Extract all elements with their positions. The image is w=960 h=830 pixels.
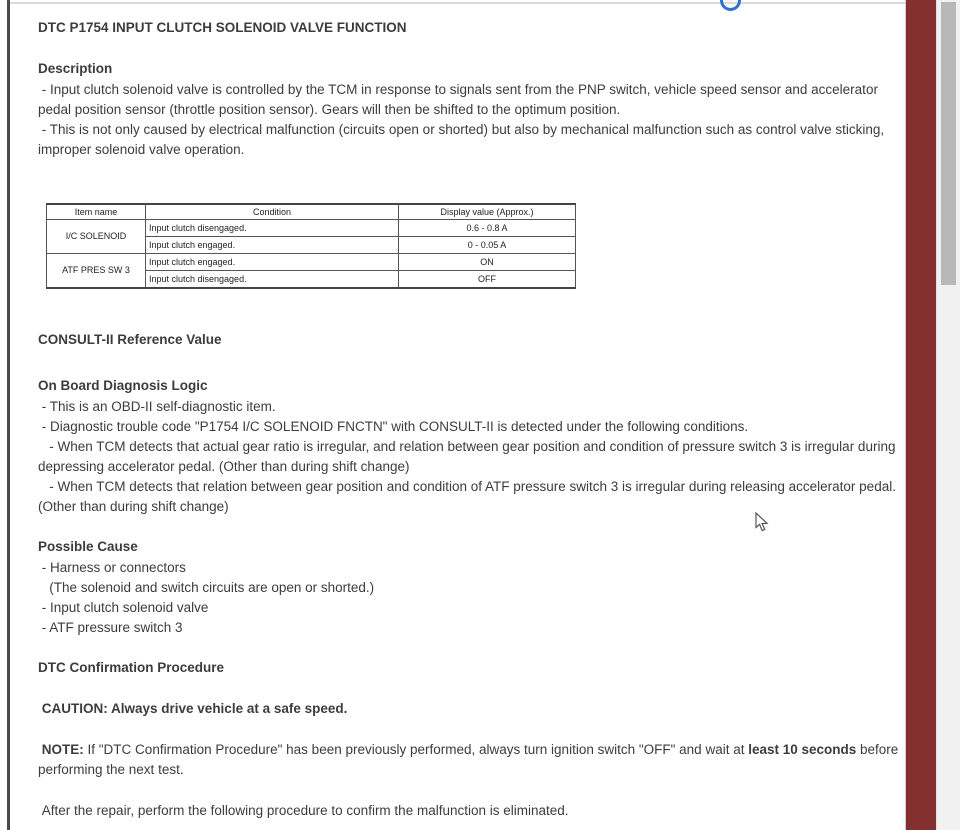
table-cell-item: I/C SOLENOID	[47, 220, 146, 254]
table-cell-value: OFF	[399, 271, 576, 289]
possible-cause-item: - Harness or connectors	[38, 560, 186, 575]
possible-cause-item: - ATF pressure switch 3	[38, 620, 183, 635]
document-content	[38, 18, 908, 821]
table-header-display-value: Display value (Approx.)	[399, 204, 576, 220]
diagnosis-item: - This is an OBD-II self-diagnostic item.	[38, 399, 276, 414]
loading-spinner-icon	[720, 0, 741, 11]
consult-reference-table	[46, 203, 576, 289]
table-cell-condition: Input clutch disengaged.	[146, 220, 399, 237]
consult-reference-table-block	[46, 203, 908, 289]
note-label: NOTE:	[38, 742, 84, 757]
consult-reference-value-heading: CONSULT-II Reference Value	[38, 332, 222, 347]
table-cell-condition: Input clutch engaged.	[146, 237, 399, 254]
window-top-divider	[10, 2, 907, 4]
table-cell-value: ON	[399, 254, 576, 271]
mouse-cursor	[755, 512, 769, 538]
diagnosis-item: - When TCM detects that actual gear ratio is irregular, and relation between gear position and condition of pressure switch 3 is irregular during depressing accelerator pedal. (Other than during shift change)	[38, 439, 900, 474]
description-paragraph: - Input clutch solenoid valve is controlled by the TCM in response to signals sent from the PNP switch, vehicle speed sensor and accelerator pedal position sensor (throttle position sensor). Gears will then be shifted to the optimum position.	[38, 82, 882, 117]
note-emphasis: least 10 seconds	[748, 742, 857, 757]
table-row	[47, 220, 576, 237]
table-row	[47, 254, 576, 271]
description-paragraph: - This is not only caused by electrical malfunction (circuits open or shorted) but also by mechanical malfunction such as control valve sticking, improper solenoid valve operation.	[38, 122, 888, 157]
table-header-row	[47, 204, 576, 220]
note-tail: before performing the next test.	[38, 742, 903, 777]
table-cell-item: ATF PRES SW 3	[47, 254, 146, 289]
on-board-diagnosis-logic-heading: On Board Diagnosis Logic	[38, 378, 208, 393]
possible-cause-heading: Possible Cause	[38, 539, 138, 554]
after-repair-paragraph: After the repair, perform the following procedure to confirm the malfunction is eliminated.	[38, 803, 569, 818]
table-cell-value: 0 - 0.05 A	[399, 237, 576, 254]
note-body: If "DTC Confirmation Procedure" has been previously performed, always turn ignition switch "OFF" and wait at	[83, 742, 749, 757]
table-cell-condition: Input clutch engaged.	[146, 254, 399, 271]
diagnosis-item: - When TCM detects that relation between gear position and condition of ATF pressure switch 3 is irregular during releasing accelerator pedal. (Other than during shift change)	[38, 479, 900, 514]
page-title: DTC P1754 INPUT CLUTCH SOLENOID VALVE FUNCTION	[38, 20, 407, 35]
table-header-item-name: Item name	[47, 204, 146, 220]
note-paragraph	[38, 740, 908, 780]
vertical-scrollbar-thumb[interactable]	[941, 2, 956, 285]
dtc-confirmation-procedure-heading: DTC Confirmation Procedure	[38, 660, 225, 675]
possible-cause-item: (The solenoid and switch circuits are open or shorted.)	[38, 580, 375, 595]
caution-text: CAUTION: Always drive vehicle at a safe speed.	[38, 701, 348, 716]
description-heading: Description	[38, 61, 113, 76]
table-header-condition: Condition	[146, 204, 399, 220]
right-side-strip	[906, 0, 936, 830]
diagnosis-item: - Diagnostic trouble code "P1754 I/C SOLENOID FNCTN" with CONSULT-II is detected under the following conditions.	[38, 419, 749, 434]
possible-cause-item: - Input clutch solenoid valve	[38, 600, 209, 615]
table-cell-condition: Input clutch disengaged.	[146, 271, 399, 289]
window-left-border	[7, 0, 10, 830]
table-cell-value: 0.6 - 0.8 A	[399, 220, 576, 237]
